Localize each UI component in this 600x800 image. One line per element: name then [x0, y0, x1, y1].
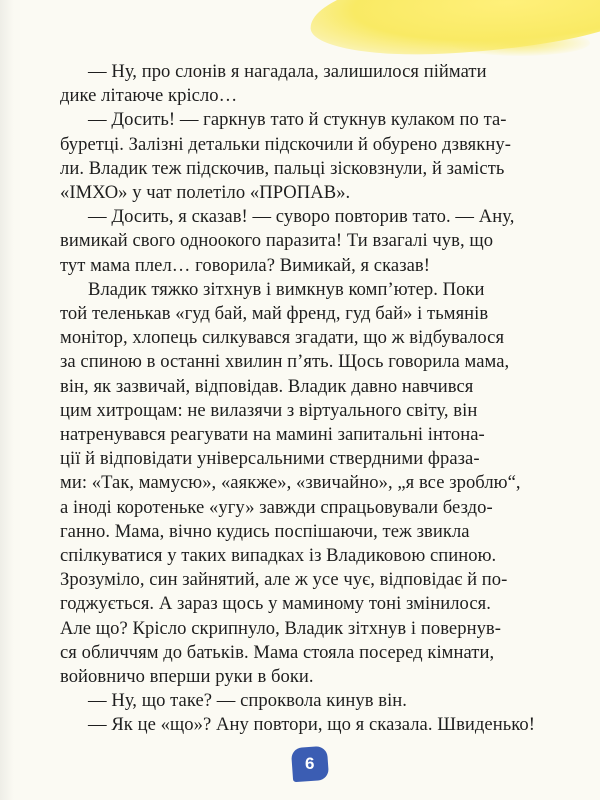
- paragraph-6: — Як це «що»? Ану повтори, що я сказала. Швиденько!: [88, 714, 535, 736]
- paragraph-2: — Досить! — гаркнув тато й стукнув кулаком по та- буретці. Залізні детальки підскочили й обурено дзвякну- ли. Владик теж підскочив, пальці зісковзнули, й замість «ІМХО» у чат полетіло «ПРОПАВ».: [60, 109, 511, 204]
- page-edge-shade: [0, 0, 14, 800]
- story-text: [60, 60, 580, 738]
- paragraph-3: — Досить, я сказав! — суворо повторив тато. — Ану, вимикай свого одноокого паразита! Ти взагалі чув, що тут мама плел… говорила? Вимикай, я сказав!: [60, 206, 515, 276]
- page-number: 6: [305, 754, 315, 773]
- paragraph-5: — Ну, що таке? — спроквола кинув він.: [88, 690, 408, 712]
- yellow-corner-highlight-tail: [450, 30, 590, 56]
- paragraph-1: — Ну, про слонів я нагадала, залишилося піймати дике літаюче крісло…: [60, 61, 487, 107]
- page-number-badge: [291, 746, 329, 782]
- paragraph-4: Владик тяжко зітхнув і вимкнув комп’ютер. Поки той теленькав «гуд бай, май френд, гуд бай» і тьмянів монітор, хлопець силкувався згадати, що ж відбувалося за спиною в останні хвилин п’ять. Щось говорила мама, він, як зазвичай, відповідав. Владик давно навчився цим хитрощам: не вилазячи з віртуального світу, він натренувався реагувати на мамині запитальні інтона- ції й відповідати універсальними ствердними фраза- ми: «Так, мамусю», «аякже», «звичайно», „я все зроблю“, а іноді коротеньке «угу» завжди спрацьовували бездо- ганно. Мама, вічно кудись поспішаючи, теж звикла спілкуватися у таких випадках із Владиковою спиною. Зрозуміло, син зайнятий, але ж усе чує, відповідає й по- годжується. А зараз щось у маминому тоні змінилося. Але що? Крісло скрипнуло, Владик зітхнув і повернув- ся обличчям до батьків. Мама стояла посеред кімнати, войовничо вперши руки в боки.: [60, 278, 521, 688]
